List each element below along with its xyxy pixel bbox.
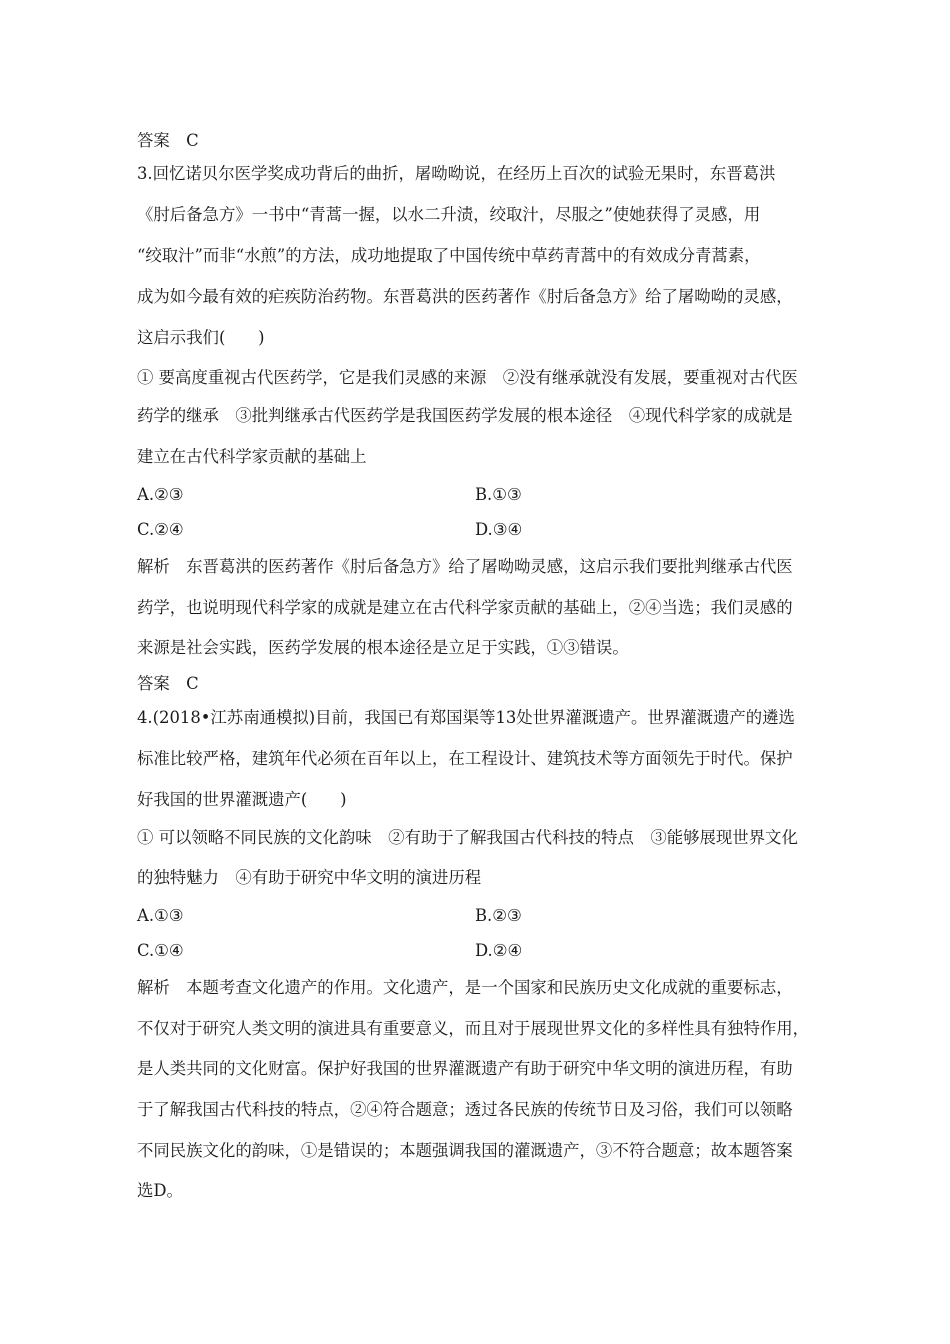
q4-analysis-line-2: 不仅对于研究人类文明的演进具有重要意义，而且对于展现世界文化的多样性具有独特作用， — [137, 1019, 810, 1038]
q4-analysis-line-1: 解析 本题考查文化遗产的作用。文化遗产，是一个国家和民族历史文化成就的重要标志， — [137, 978, 793, 997]
q4-statements-line-2: 的独特魅力 ④有助于研究中华文明的演进历程 — [137, 868, 482, 887]
q3-option-a: A.②③ — [137, 485, 184, 504]
q4-stem-line-3: 好我国的世界灌溉遗产( ) — [137, 790, 347, 809]
q4-analysis-line-3: 是人类共同的文化财富。保护好我国的世界灌溉遗产有助于研究中华文明的演进历程，有助 — [137, 1059, 793, 1078]
q3-option-d: D.③④ — [475, 520, 523, 539]
q4-option-c: C.①④ — [137, 941, 184, 960]
q4-statements-line-1: ① 可以领略不同民族的文化韵味 ②有助于了解我国古代科技的特点 ③能够展现世界文化 — [137, 828, 798, 847]
q3-stem-line-3: “绞取汁”而非“水煎”的方法，成功地提取了中国传统中草药青蒿中的有效成分青蒿素， — [137, 246, 761, 265]
q3-stem-line-4: 成为如今最有效的疟疾防治药物。东晋葛洪的医药著作《肘后备急方》给了屠呦呦的灵感， — [137, 287, 793, 306]
q4-stem-line-2: 标准比较严格，建筑年代必须在百年以上，在工程设计、建筑技术等方面领先于时代。保护 — [137, 749, 793, 768]
q3-analysis-line-3: 来源是社会实践，医药学发展的根本途径是立足于实践，①③错误。 — [137, 638, 629, 657]
q3-option-c: C.②④ — [137, 520, 184, 539]
q3-analysis-line-2: 药学，也说明现代科学家的成就是建立在古代科学家贡献的基础上，②④当选；我们灵感的 — [137, 598, 793, 617]
q4-option-b: B.②③ — [475, 906, 522, 925]
q4-option-d: D.②④ — [475, 941, 523, 960]
q3-stem-line-2: 《肘后备急方》一书中“青蒿一握，以水二升渍，绞取汁，尽服之”使她获得了灵感，用 — [137, 205, 761, 224]
q2-answer: 答案 C — [137, 131, 199, 150]
q4-analysis-line-5: 不同民族文化的韵味，①是错误的；本题强调我国的灌溉遗产，③不符合题意；故本题答案 — [137, 1141, 793, 1160]
q3-stem-line-1: 3.回忆诺贝尔医学奖成功背后的曲折，屠呦呦说，在经历上百次的试验无果时，东晋葛洪 — [137, 164, 776, 183]
q3-option-b: B.①③ — [475, 485, 522, 504]
q3-statements-line-3: 建立在古代科学家贡献的基础上 — [137, 447, 367, 466]
q4-analysis-line-6: 选D。 — [137, 1181, 183, 1200]
q4-option-a: A.①③ — [137, 906, 184, 925]
q3-answer: 答案 C — [137, 674, 199, 693]
q3-statements-line-2: 药学的继承 ③批判继承古代医药学是我国医药学发展的根本途径 ④现代科学家的成就是 — [137, 406, 793, 425]
q3-analysis-line-1: 解析 东晋葛洪的医药著作《肘后备急方》给了屠呦呦灵感，这启示我们要批判继承古代医 — [137, 557, 793, 576]
q4-analysis-line-4: 于了解我国古代科技的特点，②④符合题意；透过各民族的传统节日及习俗，我们可以领略 — [137, 1100, 793, 1119]
q4-stem-line-1: 4.(2018•江苏南通模拟)目前，我国已有郑国渠等13处世界灌溉遗产。世界灌溉遗产的遴选 — [137, 708, 795, 727]
q3-stem-line-5: 这启示我们( ) — [137, 328, 265, 347]
q3-statements-line-1: ① 要高度重视古代医药学，它是我们灵感的来源 ②没有继承就没有发展，要重视对古代医 — [137, 368, 798, 387]
